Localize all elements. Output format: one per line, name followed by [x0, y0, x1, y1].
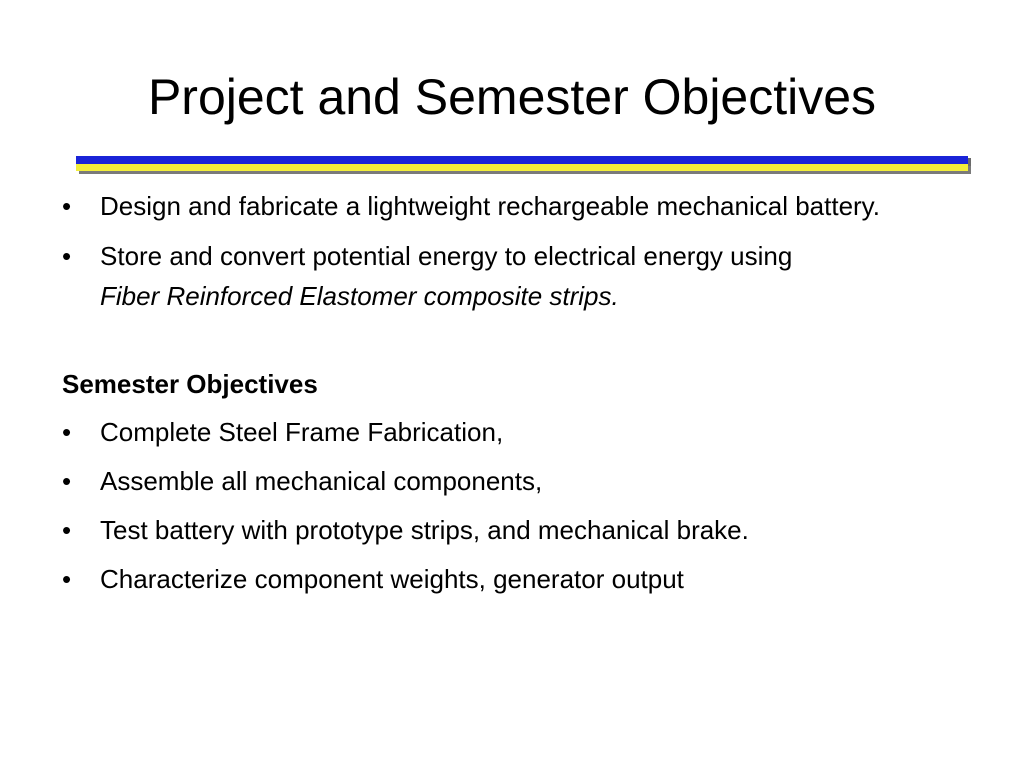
list-item-text: Characterize component weights, generator output [100, 564, 684, 594]
list-item-text: Store and convert potential energy to electrical energy using [100, 241, 793, 271]
slide-body [62, 186, 962, 608]
semester-objectives-list [62, 412, 962, 599]
list-item [62, 510, 962, 550]
bullet-icon: • [62, 191, 72, 221]
bullet-icon: • [62, 564, 72, 594]
project-objectives-list [62, 186, 962, 316]
list-item [62, 236, 962, 316]
list-item-emphasis: Fiber Reinforced Elastomer composite strips. [100, 281, 619, 311]
divider-blue-band [76, 156, 968, 164]
bullet-icon: • [62, 466, 72, 496]
divider-yellow-band [76, 164, 968, 171]
bullet-icon: • [62, 241, 72, 271]
list-item [62, 461, 962, 501]
bullet-icon: • [62, 515, 72, 545]
bullet-icon: • [62, 417, 72, 447]
list-item-text: Assemble all mechanical components, [100, 466, 543, 496]
list-item [62, 186, 962, 226]
list-item-text: Complete Steel Frame Fabrication, [100, 417, 504, 447]
list-item-text: Design and fabricate a lightweight rechargeable mechanical battery. [100, 191, 880, 221]
slide-title: Project and Semester Objectives [147, 69, 877, 125]
title-divider [76, 156, 968, 176]
list-item [62, 559, 962, 599]
list-item-text: Test battery with prototype strips, and mechanical brake. [100, 515, 749, 545]
list-item [62, 412, 962, 452]
section-heading: Semester Objectives [62, 369, 318, 399]
